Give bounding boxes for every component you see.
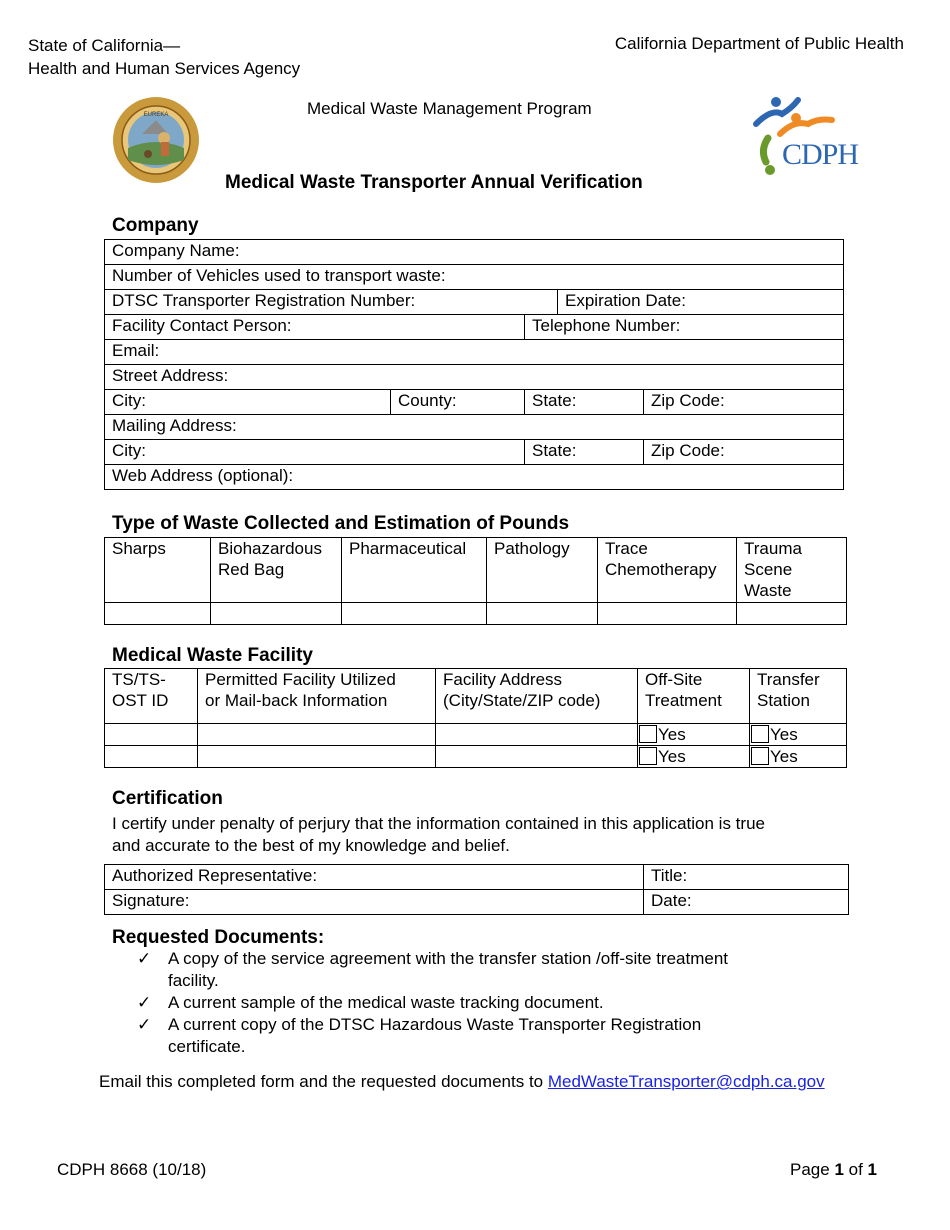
facility-col-label: Permitted Facility Utilized <box>205 670 396 689</box>
facility-col-label: Station <box>757 691 810 710</box>
state-label: State: <box>532 391 577 410</box>
offsite-yes-option[interactable] <box>638 724 750 746</box>
mailing-state-field[interactable] <box>525 440 644 465</box>
company-table <box>104 239 844 490</box>
list-item-line: A current copy of the DTSC Hazardous Waste Transporter Registration <box>168 1015 702 1034</box>
offsite-yes-option[interactable] <box>638 746 750 768</box>
waste-col-label: Red Bag <box>218 560 285 579</box>
email-row <box>105 340 844 365</box>
checkmark-icon: ✓ <box>137 993 152 1012</box>
certification-heading: Certification <box>112 788 223 809</box>
department-name: California Department of Public Health <box>614 34 904 53</box>
facility-id-input[interactable] <box>105 746 198 768</box>
page-number: 1 <box>834 1160 844 1179</box>
seal-motto: EUREKA <box>143 112 169 118</box>
list-item <box>137 1014 817 1058</box>
email-instruction-text: Email this completed form and the requested documents to <box>99 1072 548 1091</box>
company-name-row <box>105 240 844 265</box>
vehicles-row <box>105 265 844 290</box>
mailing-address-field[interactable] <box>105 415 844 440</box>
waste-col-label: Pathology <box>494 539 570 558</box>
waste-col-biohazardous <box>211 538 342 603</box>
telephone-field[interactable] <box>525 315 844 340</box>
facility-heading: Medical Waste Facility <box>112 645 313 666</box>
facility-col-label: Off-Site <box>645 670 703 689</box>
certification-line-2: and accurate to the best of my knowledge and belief. <box>112 836 510 855</box>
web-address-label: Web Address (optional): <box>112 466 294 485</box>
contact-row <box>105 315 844 340</box>
waste-col-label: Pharmaceutical <box>349 539 467 558</box>
waste-col-trace-chemo <box>598 538 737 603</box>
facility-address-input[interactable] <box>436 724 638 746</box>
state-seal-logo <box>112 96 200 184</box>
waste-table <box>104 537 847 625</box>
facility-col-label: or Mail-back Information <box>205 691 388 710</box>
facility-col-label: (City/State/ZIP code) <box>443 691 601 710</box>
zip-label: Zip Code: <box>651 391 725 410</box>
waste-col-label: Chemotherapy <box>605 560 717 579</box>
waste-col-label: Trauma <box>744 539 802 558</box>
expiration-date-label: Expiration Date: <box>565 291 686 310</box>
authorized-row <box>105 865 849 890</box>
facility-col-transfer <box>750 669 847 724</box>
page-prefix: Page <box>790 1160 835 1179</box>
street-row <box>105 365 844 390</box>
dtsc-number-label: DTSC Transporter Registration Number: <box>112 291 416 310</box>
mailing-address-label: Mailing Address: <box>112 416 237 435</box>
facility-col-label: OST ID <box>112 691 169 710</box>
list-item-line: A copy of the service agreement with the transfer station /off-site treatment <box>168 949 729 968</box>
mailing-state-label: State: <box>532 441 577 460</box>
authorized-rep-field[interactable] <box>105 865 644 890</box>
date-label: Date: <box>651 891 692 910</box>
program-name: Medical Waste Management Program <box>307 99 592 118</box>
list-item-line: A current sample of the medical waste tracking document. <box>168 993 604 1012</box>
facility-col-label: TS/TS- <box>112 670 166 689</box>
list-item-line: facility. <box>168 971 219 990</box>
company-heading: Company <box>112 215 199 236</box>
mailing-city-row <box>105 440 844 465</box>
waste-col-label: Sharps <box>112 539 166 558</box>
offsite-yes-checkbox[interactable] <box>639 725 657 743</box>
waste-col-label: Trace <box>605 539 648 558</box>
list-item <box>137 948 817 992</box>
transfer-yes-checkbox[interactable] <box>751 747 769 765</box>
yes-label: Yes <box>770 747 798 766</box>
expiration-date-field[interactable] <box>558 290 844 315</box>
pharmaceutical-pounds-input[interactable] <box>342 603 487 625</box>
trace-chemo-pounds-input[interactable] <box>598 603 737 625</box>
facility-col-id <box>105 669 198 724</box>
title-field[interactable] <box>644 865 849 890</box>
facility-row <box>105 724 847 746</box>
dtsc-number-field[interactable] <box>105 290 558 315</box>
county-label: County: <box>398 391 457 410</box>
facility-id-input[interactable] <box>105 724 198 746</box>
company-name-field[interactable] <box>105 240 844 265</box>
street-address-label: Street Address: <box>112 366 229 385</box>
web-row <box>105 465 844 490</box>
date-field[interactable] <box>644 890 849 915</box>
certification-table <box>104 864 849 915</box>
telephone-label: Telephone Number: <box>532 316 681 335</box>
waste-col-label: Biohazardous <box>218 539 322 558</box>
agency-line-2: Health and Human Services Agency <box>28 59 301 78</box>
checkmark-icon: ✓ <box>137 949 152 968</box>
facility-address-input[interactable] <box>436 746 638 768</box>
title-label: Title: <box>651 866 688 885</box>
vehicles-field[interactable] <box>105 265 844 290</box>
city-label: City: <box>112 391 146 410</box>
biohazardous-pounds-input[interactable] <box>211 603 342 625</box>
mailing-city-field[interactable] <box>105 440 525 465</box>
transfer-yes-option[interactable] <box>750 746 847 768</box>
checkmark-icon: ✓ <box>137 1015 152 1034</box>
cdph-logo-text: CDPH <box>782 138 859 171</box>
facility-header-row <box>105 669 847 724</box>
county-field[interactable] <box>391 390 525 415</box>
waste-input-row <box>105 603 847 625</box>
mailing-zip-label: Zip Code: <box>651 441 725 460</box>
page-indicator <box>790 1160 877 1180</box>
certification-line-1: I certify under penalty of perjury that the information contained in this application is true <box>112 814 765 833</box>
page-mid: of <box>843 1160 868 1179</box>
vehicles-label: Number of Vehicles used to transport waste: <box>112 266 446 285</box>
city-row <box>105 390 844 415</box>
email-label: Email: <box>112 341 160 360</box>
company-name-label: Company Name: <box>112 241 240 260</box>
certification-statement <box>112 813 842 857</box>
signature-field[interactable] <box>105 890 644 915</box>
zip-field[interactable] <box>644 390 844 415</box>
contact-person-label: Facility Contact Person: <box>112 316 292 335</box>
trauma-pounds-input[interactable] <box>737 603 847 625</box>
waste-col-trauma <box>737 538 847 603</box>
waste-col-label: Scene <box>744 560 793 579</box>
signature-label: Signature: <box>112 891 190 910</box>
facility-col-permitted <box>198 669 436 724</box>
facility-row <box>105 746 847 768</box>
email-field[interactable] <box>105 340 844 365</box>
city-field[interactable] <box>105 390 391 415</box>
agency-name <box>28 34 300 80</box>
waste-col-label: Waste <box>744 581 792 600</box>
facility-col-address <box>436 669 638 724</box>
submission-email-link[interactable]: MedWasteTransporter@cdph.ca.gov <box>547 1072 825 1091</box>
state-field[interactable] <box>525 390 644 415</box>
transfer-yes-checkbox[interactable] <box>751 725 769 743</box>
form-id: CDPH 8668 (10/18) <box>57 1160 207 1179</box>
sharps-pounds-input[interactable] <box>105 603 211 625</box>
mailing-city-label: City: <box>112 441 146 460</box>
mailing-row <box>105 415 844 440</box>
facility-table <box>104 668 847 768</box>
email-instruction <box>99 1072 825 1092</box>
facility-permitted-input[interactable] <box>198 724 436 746</box>
cdph-logo <box>752 90 877 182</box>
facility-col-label: Treatment <box>645 691 722 710</box>
contact-person-field[interactable] <box>105 315 525 340</box>
waste-col-pharmaceutical <box>342 538 487 603</box>
yes-label: Yes <box>658 725 686 744</box>
page-total: 1 <box>867 1160 877 1179</box>
dtsc-row <box>105 290 844 315</box>
facility-col-offsite <box>638 669 750 724</box>
transfer-yes-option[interactable] <box>750 724 847 746</box>
requested-documents-heading: Requested Documents: <box>112 927 325 948</box>
facility-col-label: Transfer <box>757 670 820 689</box>
pathology-pounds-input[interactable] <box>487 603 598 625</box>
waste-header-row <box>105 538 847 603</box>
requested-documents-list <box>137 948 817 1058</box>
yes-label: Yes <box>770 725 798 744</box>
authorized-rep-label: Authorized Representative: <box>112 866 318 885</box>
offsite-yes-checkbox[interactable] <box>639 747 657 765</box>
street-address-field[interactable] <box>105 365 844 390</box>
signature-row <box>105 890 849 915</box>
facility-permitted-input[interactable] <box>198 746 436 768</box>
facility-col-label: Facility Address <box>443 670 563 689</box>
list-item <box>137 992 817 1014</box>
form-title: Medical Waste Transporter Annual Verification <box>225 172 643 193</box>
mailing-zip-field[interactable] <box>644 440 844 465</box>
yes-label: Yes <box>658 747 686 766</box>
waste-col-sharps <box>105 538 211 603</box>
waste-heading: Type of Waste Collected and Estimation of Pounds <box>112 513 570 534</box>
web-address-field[interactable] <box>105 465 844 490</box>
agency-line-1: State of California— <box>28 36 181 55</box>
list-item-line: certificate. <box>168 1037 246 1056</box>
waste-col-pathology <box>487 538 598 603</box>
